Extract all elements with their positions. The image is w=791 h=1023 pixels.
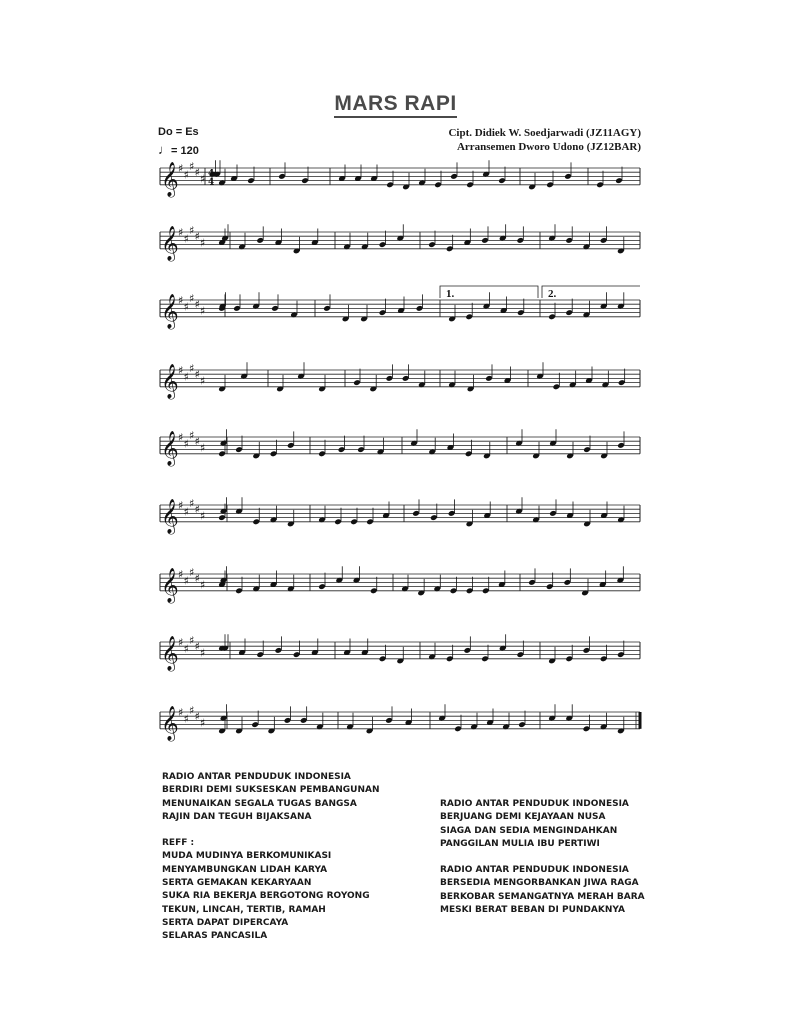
treble-clef-icon: 𝄞 <box>161 293 179 329</box>
time-signature-bottom: 4 <box>208 177 215 188</box>
sharp-icon: ♯ <box>178 162 184 175</box>
composer-credit: Cipt. Didiek W. Soedjarwadi (JZ11AGY) <box>448 127 641 139</box>
sharp-icon: ♯ <box>194 230 200 244</box>
lyric-line: BERSEDIA MENGORBANKAN JIWA RAGA <box>440 878 639 889</box>
sharp-icon: ♯ <box>183 300 189 314</box>
sharp-icon: ♯ <box>189 159 195 173</box>
sharp-icon: ♯ <box>183 232 189 246</box>
sharp-icon: ♯ <box>183 574 189 588</box>
sharp-icon: ♯ <box>189 565 195 579</box>
sharp-icon: ♯ <box>200 716 206 730</box>
sharp-icon: ♯ <box>183 370 189 384</box>
lyric-line: PANGGILAN MULIA IBU PERTIWI <box>440 838 600 849</box>
arranger-credit: Arransemen Dworo Udono (JZ12BAR) <box>456 141 641 153</box>
lyric-line: MESKI BERAT BEBAN DI PUNDAKNYA <box>440 905 625 916</box>
sharp-icon: ♯ <box>178 294 184 307</box>
sharp-icon: ♯ <box>189 496 195 510</box>
time-signature-top: 4 <box>208 169 215 179</box>
quarter-note-icon: ♩ <box>158 142 171 157</box>
treble-clef-icon: 𝄞 <box>161 635 179 671</box>
sharp-icon: ♯ <box>178 499 184 512</box>
sharp-icon: ♯ <box>200 441 206 455</box>
sharp-icon: ♯ <box>183 712 189 726</box>
sharp-icon: ♯ <box>194 435 200 449</box>
sharp-icon: ♯ <box>183 437 189 451</box>
lyric-line: TEKUN, LINCAH, TERTIB, RAMAH <box>162 904 326 915</box>
song-title: MARS RAPI <box>0 92 791 116</box>
sharp-icon: ♯ <box>178 364 184 377</box>
sharp-icon: ♯ <box>183 642 189 656</box>
sharp-icon: ♯ <box>189 361 195 375</box>
lyric-line: MENYAMBUNGKAN LIDAH KARYA <box>162 864 328 875</box>
sharp-icon: ♯ <box>200 172 206 186</box>
volta-bracket-2 <box>542 286 640 298</box>
sharp-icon: ♯ <box>178 706 184 719</box>
sharp-icon: ♯ <box>194 368 200 382</box>
lyric-line: BERKOBAR SEMANGATNYA MERAH BARA <box>440 891 645 902</box>
volta-label-1: 1. <box>446 288 455 300</box>
sharp-icon: ♯ <box>183 505 189 519</box>
lyric-line: SUKA RIA BEKERJA BERGOTONG ROYONG <box>162 891 370 902</box>
sharp-icon: ♯ <box>178 636 184 649</box>
treble-clef-icon: 𝄞 <box>161 161 179 197</box>
lyric-line: RADIO ANTAR PENDUDUK INDONESIA <box>440 799 629 809</box>
lyric-line: SERTA GEMAKAN KEKARYAAN <box>162 878 312 889</box>
lyric-line: BERDIRI DEMI SUKSESKAN PEMBANGUNAN <box>162 785 380 796</box>
sharp-icon: ♯ <box>194 640 200 654</box>
sharp-icon: ♯ <box>194 572 200 586</box>
lyric-line: SIAGA DAN SEDIA MENGINDAHKAN <box>440 825 618 836</box>
lyric-line: MUDA MUDINYA BERKOMUNIKASI <box>162 851 332 862</box>
treble-clef-icon: 𝄞 <box>161 567 179 603</box>
lyric-line: RADIO ANTAR PENDUDUK INDONESIA <box>162 772 351 782</box>
treble-clef-icon: 𝄞 <box>161 430 179 466</box>
lyric-line: BERJUANG DEMI KEJAYAAN NUSA <box>440 812 606 823</box>
sharp-icon: ♯ <box>194 503 200 517</box>
sharp-icon: ♯ <box>200 374 206 388</box>
sharp-icon: ♯ <box>178 226 184 239</box>
sharp-icon: ♯ <box>189 633 195 647</box>
treble-clef-icon: 𝄞 <box>161 498 179 534</box>
lyrics-right-column <box>440 798 645 917</box>
sharp-icon: ♯ <box>178 568 184 581</box>
lyric-line: SERTA DAPAT DIPERCAYA <box>162 917 289 928</box>
treble-clef-icon: 𝄞 <box>161 705 179 741</box>
sharp-icon: ♯ <box>200 236 206 250</box>
treble-clef-icon: 𝄞 <box>161 225 179 261</box>
sharp-icon: ♯ <box>194 166 200 180</box>
lyric-line: RADIO ANTAR PENDUDUK INDONESIA <box>440 865 629 876</box>
lyrics-left-column <box>162 771 380 944</box>
volta-label-2: 2. <box>548 288 557 300</box>
sharp-icon: ♯ <box>189 223 195 237</box>
lyric-line: RAJIN DAN TEGUH BIJAKSANA <box>162 811 312 822</box>
sharp-icon: ♯ <box>194 710 200 724</box>
sharp-icon: ♯ <box>189 291 195 305</box>
sharp-icon: ♯ <box>178 431 184 444</box>
sharp-icon: ♯ <box>200 578 206 592</box>
lyric-line: MENUNAIKAN SEGALA TUGAS BANGSA <box>162 798 357 809</box>
sharp-icon: ♯ <box>189 703 195 717</box>
key-signature-text: Do = Es <box>158 126 199 138</box>
lyric-line: SELARAS PANCASILA <box>162 931 268 942</box>
sharp-icon: ♯ <box>194 298 200 312</box>
sharp-icon: ♯ <box>200 646 206 660</box>
sharp-icon: ♯ <box>200 509 206 523</box>
sharp-icon: ♯ <box>183 168 189 182</box>
sharp-icon: ♯ <box>189 428 195 442</box>
tempo-marking: ♩= 120 <box>158 142 199 157</box>
treble-clef-icon: 𝄞 <box>161 363 179 399</box>
sharp-icon: ♯ <box>200 304 206 318</box>
reff-label: REFF : <box>162 838 195 849</box>
